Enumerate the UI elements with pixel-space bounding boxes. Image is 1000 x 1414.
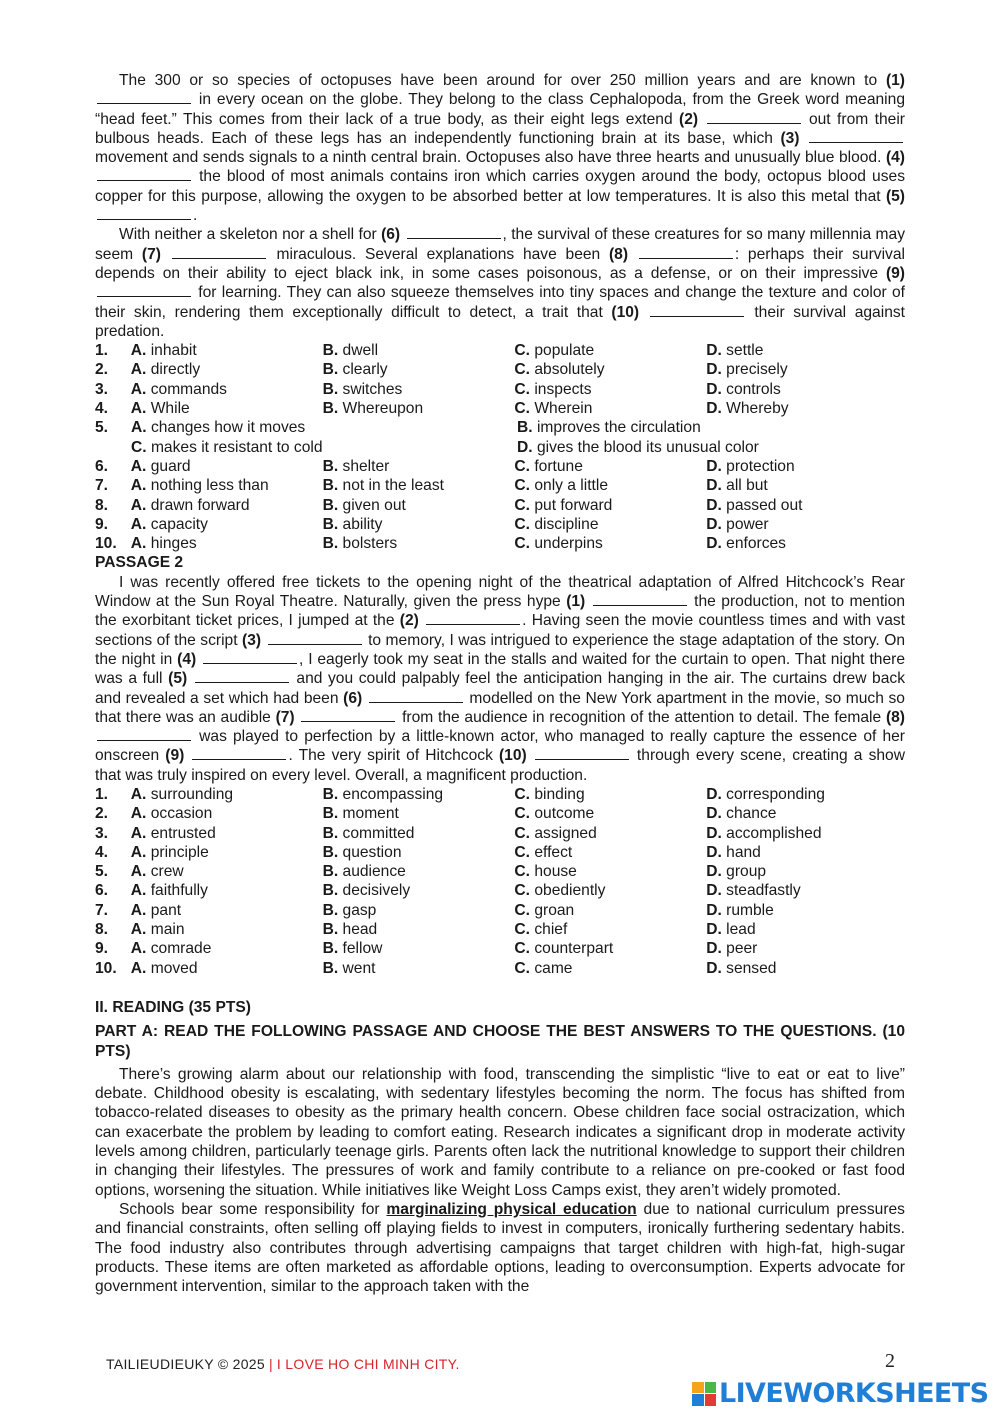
answer-blank[interactable] (593, 592, 687, 606)
answer-blank[interactable] (195, 669, 289, 683)
answer-blank[interactable] (707, 110, 801, 124)
text: out from their bulbous heads. Each of these legs has an independently functioning brain at its base, which (95, 110, 905, 147)
question-row (95, 901, 905, 920)
option-b[interactable]: B. clearly (322, 361, 388, 379)
question-number: 9. (95, 515, 109, 533)
text: I was recently offered free tickets to the opening night of the theatrical adaptation of Alfred Hitchcock’s Rear Window at the Sun Royal Theatre. Naturally, given the press hype (95, 573, 905, 611)
option-c[interactable]: C. only a little (514, 477, 609, 495)
question-number: 8. (95, 921, 109, 939)
blank-number: (7) (141, 245, 161, 263)
question-number: 5. (95, 863, 109, 881)
blank-number: (9) (885, 264, 905, 282)
option-b[interactable]: B. moment (322, 805, 399, 823)
answer-blank[interactable] (172, 245, 266, 259)
text: , the survival of these creatures for so many millennia may seem (95, 226, 906, 263)
option-a[interactable]: A. pant (130, 901, 182, 919)
answer-blank[interactable] (97, 90, 191, 104)
question-row (95, 939, 905, 958)
question-row (95, 438, 905, 457)
answer-blank[interactable] (97, 167, 191, 181)
watermark-text: LIVEWORKSHEETS (719, 1378, 989, 1409)
blank-number: (6) (381, 226, 401, 244)
option-c[interactable]: C. inspects (514, 380, 592, 398)
blank-number: (8) (885, 708, 905, 726)
question-number: 4. (95, 400, 109, 418)
question-row (95, 380, 905, 399)
question-number: 3. (95, 824, 109, 842)
text: , I eagerly took my seat in the stalls and waited for the curtain to open. That night there was a full (95, 650, 905, 688)
passage2-paragraph (95, 573, 905, 785)
option-d[interactable]: D. rumble (706, 901, 774, 919)
passage2-options (95, 785, 905, 978)
option-a[interactable]: A. hinges (130, 535, 197, 553)
reading-paragraph2 (95, 1200, 905, 1296)
option-b[interactable]: B. given out (322, 496, 406, 514)
answer-blank[interactable] (301, 708, 395, 722)
text: for learning. They can also squeeze themselves into tiny spaces and change the texture and color of their skin, rendering them exceptionally difficult to detect, a trait that (95, 284, 905, 321)
option-c[interactable]: C. groan (514, 901, 575, 919)
question-number: 3. (95, 380, 109, 398)
underlined-phrase: marginalizing physical education (386, 1200, 637, 1218)
answer-blank[interactable] (639, 245, 733, 259)
answer-blank[interactable] (407, 225, 501, 239)
option-a[interactable]: A. drawn forward (130, 496, 250, 514)
option-a[interactable]: A. main (130, 921, 185, 939)
option-c[interactable]: C. put forward (514, 496, 613, 514)
option-a[interactable]: A. surrounding (130, 785, 234, 803)
liveworksheets-watermark[interactable] (692, 1378, 988, 1409)
option-d[interactable]: D. sensed (706, 959, 777, 977)
option-c[interactable]: C. outcome (514, 805, 595, 823)
text: due to national curriculum pressures and financial constraints, often selling off playing fields to invest in computers, ironically furthering sedentary habits. The food industry also contributes through advertising campaigns that target children with high-fat, high-sugar products. These items are often marketed as affordable options, leading to overconsumption. Experts advocate for government intervention, similar to the approach taken with the (95, 1200, 905, 1296)
blank-number: (3) (780, 129, 800, 147)
question-row (95, 360, 905, 379)
answer-blank[interactable] (97, 727, 191, 741)
option-d[interactable]: D. steadfastly (706, 882, 801, 900)
option-d[interactable]: D. all but (706, 477, 768, 495)
text: from the audience in recognition of the attention to detail. The female (397, 708, 886, 726)
answer-blank[interactable] (650, 303, 744, 317)
option-a[interactable]: A. While (130, 400, 190, 418)
answer-blank[interactable] (97, 206, 191, 220)
question-number: 10. (95, 959, 117, 977)
option-d[interactable]: D. accomplished (706, 824, 822, 842)
blank-number: (1) (566, 593, 586, 611)
text: . (193, 207, 198, 225)
option-c[interactable]: C. counterpart (514, 940, 614, 958)
option-a[interactable]: A. guard (130, 457, 191, 475)
blank-number: (3) (242, 631, 262, 649)
option-b[interactable]: B. gasp (322, 901, 377, 919)
blank-number: (7) (275, 708, 295, 726)
text: in every ocean on the globe. They belong to the class Cephalopoda, from the Greek word meaning “head feet.” This comes from their lack of a true body, as their eight legs extend (95, 91, 905, 128)
question-number: 6. (95, 457, 109, 475)
option-d[interactable]: D. chance (706, 805, 777, 823)
option-c[interactable]: C. chief (514, 921, 568, 939)
option-b[interactable]: B. switches (322, 380, 403, 398)
option-c[interactable]: C. effect (514, 843, 573, 861)
option-d[interactable]: D. controls (706, 380, 781, 398)
text: miraculous. Several explanations have been (267, 245, 609, 263)
option-d[interactable]: D. precisely (706, 361, 788, 379)
option-a[interactable]: A. inhabit (130, 342, 197, 360)
blank-number: (1) (885, 72, 905, 89)
option-b[interactable]: B. Whereupon (322, 400, 424, 418)
question-number: 9. (95, 940, 109, 958)
answer-blank[interactable] (97, 283, 191, 297)
question-row (95, 457, 905, 476)
option-b[interactable]: B. dwell (322, 342, 379, 360)
footer-separator: | (268, 1356, 273, 1372)
answer-blank[interactable] (192, 746, 286, 760)
option-b[interactable]: B. encompassing (322, 785, 444, 803)
option-b[interactable]: B. committed (322, 824, 415, 842)
page-number: 2 (885, 1350, 895, 1372)
text: modelled on the New York apartment in the movie, so much so that there was an audible (95, 689, 905, 726)
question-row (95, 804, 905, 823)
option-b[interactable]: B. ability (322, 515, 383, 533)
option-b[interactable]: B. audience (322, 863, 406, 881)
option-d[interactable]: D. corresponding (706, 785, 825, 803)
text: was played to perfection by a little-known actor, who managed to really capture the essence of her onscreen (95, 728, 905, 765)
question-row (95, 476, 905, 495)
option-c[interactable]: C. Wherein (514, 400, 593, 418)
liveworksheets-logo-icon (692, 1382, 716, 1406)
text: through every scene, creating a show that was truly inspired on every level. Overall, a magnificent production. (95, 747, 905, 784)
blank-number: (5) (885, 187, 905, 205)
option-c[interactable]: C. binding (514, 785, 585, 803)
question-row (95, 824, 905, 843)
option-c[interactable]: C. makes it resistant to cold (131, 438, 323, 456)
question-row (95, 515, 905, 534)
passage2-heading: PASSAGE 2 (95, 554, 184, 572)
answer-blank[interactable] (809, 129, 903, 143)
blank-number: (4) (177, 650, 197, 668)
option-c[interactable]: C. absolutely (514, 361, 605, 379)
answer-blank[interactable] (268, 631, 362, 645)
option-b[interactable]: B. bolsters (322, 535, 398, 553)
text: the production, not to mention the exorbitant ticket prices, I jumped at the (95, 593, 905, 630)
question-number: 7. (95, 477, 109, 495)
question-row (95, 881, 905, 900)
question-row (95, 785, 905, 804)
reading-paragraph1: There’s growing alarm about our relationship with food, transcending the simplistic “live to eat or eat to live” debate. Childhood obesity is escalating, with sedentary lifestyles becoming the norm. The focus has shifted from tobacco-related diseases to obesity as the primary health concern. Obese children face social ostracization, which can exacerbate the problem by leading to comfort eating. Research indicates a significant drop in moderate activity levels among children, particularly teenage girls. Parents often lack the nutritional knowledge to support their children in changing their lifestyles. The pressures of work and family contribute to a reliance on pre-cooked or fast food options, worsening the situation. While initiatives like Weight Loss Camps exist, they aren’t widely promoted. (95, 1065, 905, 1199)
option-d[interactable]: D. protection (706, 457, 795, 475)
option-d[interactable]: D. hand (706, 843, 761, 861)
reading-heading: II. READING (35 PTS) (95, 998, 251, 1016)
option-a[interactable]: A. crew (130, 863, 184, 881)
question-row (95, 399, 905, 418)
option-b[interactable]: B. improves the circulation (517, 419, 701, 437)
option-d[interactable]: D. lead (706, 921, 756, 939)
text: : perhaps their survival depends on their ability to eject black ink, in some cases poisonous, as a defense, or on their impressive (95, 245, 905, 282)
option-c[interactable]: C. discipline (514, 515, 599, 533)
blank-number: (2) (679, 110, 699, 128)
option-b[interactable]: B. shelter (322, 457, 390, 475)
option-d[interactable]: D. passed out (706, 496, 803, 514)
answer-blank[interactable] (203, 650, 297, 664)
option-d[interactable]: D. gives the blood its unusual color (517, 438, 759, 456)
blank-number: (2) (399, 612, 419, 630)
question-number: 1. (95, 342, 109, 360)
answer-blank[interactable] (426, 611, 520, 625)
text: and you could palpably feel the anticipation hanging in the air. The curtains drew back and revealed a set which had been (95, 670, 905, 707)
question-row (95, 534, 905, 553)
question-number-spacer (95, 438, 131, 457)
question-row (95, 862, 905, 881)
option-b[interactable]: B. fellow (322, 940, 383, 958)
text: movement and sends signals to a ninth central brain. Octopuses also have three hearts and unusually blue blood. (95, 149, 886, 167)
blank-number: (10) (498, 747, 527, 765)
blank-number: (6) (343, 689, 363, 707)
option-a[interactable]: A. moved (130, 959, 198, 977)
text: their survival against predation. (95, 303, 905, 340)
text: The 300 or so species of octopuses have been around for over 250 million years and are known to (119, 72, 886, 89)
option-d[interactable]: D. enforces (706, 535, 786, 553)
option-a[interactable]: A. principle (130, 843, 209, 861)
option-c[interactable]: C. house (514, 863, 577, 881)
option-d[interactable]: D. group (706, 863, 767, 881)
question-number: 10. (95, 535, 117, 553)
text: . The very spirit of Hitchcock (288, 747, 499, 765)
answer-blank[interactable] (535, 746, 629, 760)
option-c[interactable]: C. underpins (514, 535, 603, 553)
option-c[interactable]: C. populate (514, 342, 595, 360)
option-a[interactable]: A. capacity (130, 515, 208, 533)
option-a[interactable]: A. entrusted (130, 824, 216, 842)
option-a[interactable]: A. directly (130, 361, 201, 379)
option-d[interactable]: D. settle (706, 342, 764, 360)
question-row (95, 418, 905, 437)
option-c[interactable]: C. came (514, 959, 573, 977)
footer-brand: TAILIEUDIEUKY © 2025 (106, 1356, 265, 1372)
option-b[interactable]: B. question (322, 843, 402, 861)
blank-number: (9) (165, 747, 185, 765)
text: to memory, I was intrigued to experience the stage adaptation of the story. On the night in (95, 631, 905, 668)
option-c[interactable]: C. assigned (514, 824, 597, 842)
option-a[interactable]: A. nothing less than (130, 477, 269, 495)
text: . Having seen the movie countless times and with vast sections of the script (95, 612, 905, 649)
document-body (95, 71, 905, 1296)
question-row (95, 959, 905, 978)
question-row (95, 496, 905, 515)
option-a[interactable]: A. occasion (130, 805, 213, 823)
passage1-paragraph2 (95, 225, 905, 341)
option-d[interactable]: D. power (706, 515, 769, 533)
blank-number: (8) (608, 245, 629, 263)
option-a[interactable]: A. changes how it moves (131, 419, 306, 437)
text: the blood of most animals contains iron which carries oxygen around the body, octopus blood uses copper for this purpose, allowing the oxygen to be absorbed better at low temperatures. It is also this metal that (95, 168, 905, 205)
passage1-paragraph1 (95, 71, 905, 225)
option-c[interactable]: C. obediently (514, 882, 606, 900)
option-b[interactable]: B. not in the least (322, 477, 444, 495)
answer-blank[interactable] (369, 689, 463, 703)
text: Schools bear some responsibility for (119, 1200, 387, 1218)
option-d[interactable]: D. peer (706, 940, 758, 958)
footer (106, 1356, 460, 1372)
question-number: 8. (95, 496, 109, 514)
option-a[interactable]: A. commands (130, 380, 227, 398)
option-a[interactable]: A. faithfully (130, 882, 208, 900)
option-d[interactable]: D. Whereby (706, 400, 789, 418)
option-b[interactable]: B. went (322, 959, 376, 977)
blank-number: (4) (885, 149, 905, 167)
question-row (95, 843, 905, 862)
question-number: 7. (95, 901, 109, 919)
question-number: 2. (95, 805, 109, 823)
blank-number: (5) (168, 670, 188, 688)
question-number: 2. (95, 361, 109, 379)
text: With neither a skeleton nor a shell for (119, 226, 382, 244)
question-number: 5. (95, 419, 109, 437)
blank-number: (10) (611, 303, 640, 321)
question-row (95, 341, 905, 360)
question-number: 4. (95, 843, 109, 861)
passage1-options (95, 341, 905, 553)
question-number: 6. (95, 882, 109, 900)
footer-slogan: I LOVE HO CHI MINH CITY. (276, 1356, 460, 1372)
option-a[interactable]: A. comrade (130, 940, 212, 958)
option-c[interactable]: C. fortune (514, 457, 583, 475)
part-a-heading: PART A: READ THE FOLLOWING PASSAGE AND CHOOSE THE BEST ANSWERS TO THE QUESTIONS. (10 PTS) (95, 1023, 905, 1060)
option-b[interactable]: B. head (322, 921, 378, 939)
option-b[interactable]: B. decisively (322, 882, 411, 900)
question-number: 1. (95, 785, 109, 803)
question-row (95, 920, 905, 939)
